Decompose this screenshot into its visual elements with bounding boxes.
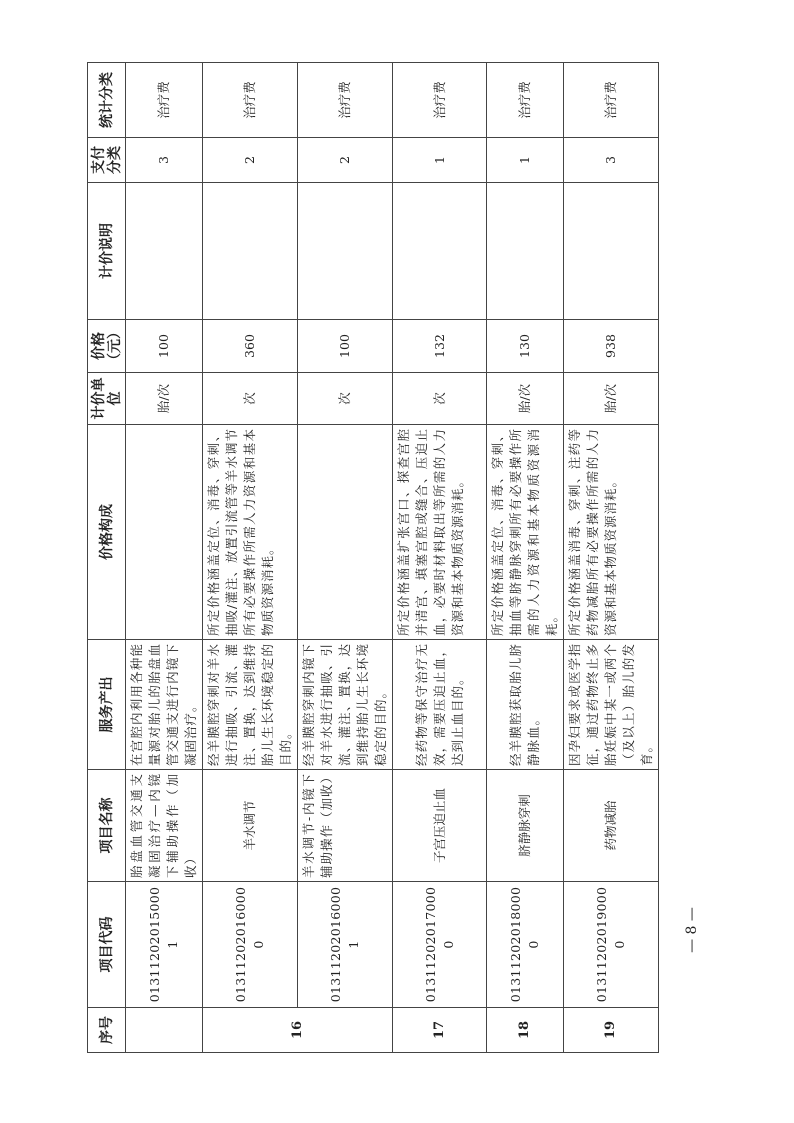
row-note <box>126 183 203 320</box>
row-code: 013112020170000 <box>393 882 487 1008</box>
row-seq: 17 <box>393 1008 487 1053</box>
header-name: 项目名称 <box>88 770 126 882</box>
row-output: 在宫腔内利用各种能量源对胎儿的胎盘血管交通支进行内镜下凝固治疗。 <box>126 640 203 770</box>
row-stat: 治疗费 <box>487 63 564 138</box>
row-unit: 次 <box>203 373 298 425</box>
row-seq: 18 <box>487 1008 564 1053</box>
row-name: 羊水调节 <box>203 770 298 882</box>
row-seq: 16 <box>203 1008 393 1053</box>
row-unit: 次 <box>393 373 487 425</box>
header-unit: 计价单位 <box>88 373 126 425</box>
row-stat: 治疗费 <box>393 63 487 138</box>
rotated-table-wrapper <box>87 63 652 1053</box>
price-table <box>87 62 659 1053</box>
row-composition: 所定价格涵盖定位、消毒、穿刺、抽吸/灌注、放置引流管等羊水调节所有必要操作所需人力资源和基本物质资源消耗。 <box>203 425 298 640</box>
row-note <box>487 183 564 320</box>
row-seq: 19 <box>564 1008 659 1053</box>
row-price: 360 <box>203 320 298 373</box>
row-note <box>393 183 487 320</box>
row-code: 013112020150001 <box>126 882 203 1008</box>
row-code: 013112020190000 <box>564 882 659 1008</box>
row-note <box>298 183 393 320</box>
header-stat: 统计分类 <box>88 63 126 138</box>
row-code: 013112020180000 <box>487 882 564 1008</box>
row-name: 子宫压迫止血 <box>393 770 487 882</box>
header-seq: 序号 <box>88 1008 126 1053</box>
row-code: 013112020160000 <box>203 882 298 1008</box>
row-name: 药物减胎 <box>564 770 659 882</box>
row-pay: 1 <box>487 138 564 183</box>
row-code: 013112020160001 <box>298 882 393 1008</box>
row-output: 因孕妇要求或医学指征，通过药物终止多胎妊娠中某一或两个（及以上）胎儿的发育。 <box>564 640 659 770</box>
table-row <box>203 63 298 1053</box>
row-stat: 治疗费 <box>203 63 298 138</box>
table-row <box>298 63 393 1053</box>
row-name: 脐静脉穿刺 <box>487 770 564 882</box>
row-output: 经药物等保守治疗无效，需要压迫止血，达到止血目的。 <box>393 640 487 770</box>
header-output: 服务产出 <box>88 640 126 770</box>
header-price: 价格（元） <box>88 320 126 373</box>
row-note <box>203 183 298 320</box>
row-unit: 胎/次 <box>564 373 659 425</box>
row-unit: 胎/次 <box>487 373 564 425</box>
page-number: — 8 — <box>684 907 700 953</box>
row-price: 100 <box>298 320 393 373</box>
row-seq <box>126 1008 203 1053</box>
table-row <box>393 63 487 1053</box>
row-price: 130 <box>487 320 564 373</box>
row-price: 938 <box>564 320 659 373</box>
row-pay: 3 <box>564 138 659 183</box>
row-pay: 1 <box>393 138 487 183</box>
row-stat: 治疗费 <box>298 63 393 138</box>
row-composition <box>126 425 203 640</box>
table-row <box>487 63 564 1053</box>
row-composition: 所定价格涵盖消毒、穿刺、注药等药物减胎所有必要操作所需的人力资源和基本物质资源消耗。 <box>564 425 659 640</box>
row-output: 经羊膜腔穿刺对羊水进行抽吸、引流、灌注、置换，达到维持胎儿生长环境稳定的目的。 <box>203 640 298 770</box>
row-output: 经羊膜腔穿刺内镜下对羊水进行抽吸、引流、灌注、置换，达到维持胎儿生长环境稳定的目的。 <box>298 640 393 770</box>
row-note <box>564 183 659 320</box>
row-pay: 2 <box>203 138 298 183</box>
table-row <box>126 63 203 1053</box>
row-pay: 2 <box>298 138 393 183</box>
row-unit: 次 <box>298 373 393 425</box>
header-composition: 价格构成 <box>88 425 126 640</box>
row-price: 132 <box>393 320 487 373</box>
header-row <box>88 63 126 1053</box>
row-stat: 治疗费 <box>126 63 203 138</box>
header-pay: 支付分类 <box>88 138 126 183</box>
row-composition: 所定价格涵盖定位、消毒、穿刺、抽血等脐静脉穿刺所有必要操作所需的人力资源和基本物质资源消耗。 <box>487 425 564 640</box>
row-unit: 胎/次 <box>126 373 203 425</box>
row-stat: 治疗费 <box>564 63 659 138</box>
row-composition: 所定价格涵盖扩张宫口、探查宫腔并清宫、填塞宫腔或缝合、压迫止血，必要时材料取出等所需的人力资源和基本物质资源消耗。 <box>393 425 487 640</box>
row-price: 100 <box>126 320 203 373</box>
row-name: 羊水调节-内镜下辅助操作（加收） <box>298 770 393 882</box>
header-note: 计价说明 <box>88 183 126 320</box>
row-name: 胎盘血管交通支凝固治疗—内镜下辅助操作（加收） <box>126 770 203 882</box>
row-output: 经羊膜腔获取胎儿脐静脉血。 <box>487 640 564 770</box>
row-pay: 3 <box>126 138 203 183</box>
row-composition <box>298 425 393 640</box>
table-row <box>564 63 659 1053</box>
header-code: 项目代码 <box>88 882 126 1008</box>
